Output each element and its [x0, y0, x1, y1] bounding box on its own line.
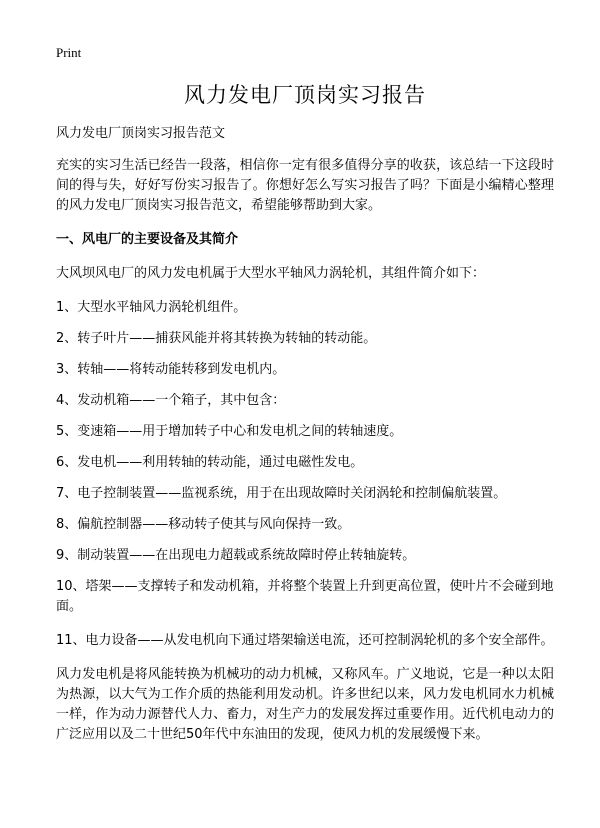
document-title: 风力发电厂顶岗实习报告 [184, 83, 426, 107]
list-item: 11、电力设备——从发电机向下通过塔架输送电流，还可控制涡轮机的多个安全部件。 [56, 633, 554, 648]
closing-paragraph: 风力发电机是将风能转换为机械功的动力机械，又称风车。广义地说，它是一种以太阳为热源，以大气为工作介质的热能利用发动机。许多世纪以来，风力发电机同水力机械一样，作为动力源替代人力、畜力，对生产力的发展发挥过重要作用。近代机电动力的广泛应用以及二十世纪50年代中东油田的发现，使风力机的发展缓慢下来。 [56, 667, 554, 742]
intro-paragraph: 充实的实习生活已经告一段落，相信你一定有很多值得分享的收获，该总结一下这段时间的得与失，好好写份实习报告了。你想好怎么写实习报告了吗？下面是小编精心整理的风力发电厂顶岗实习报告范文，希望能够帮助到大家。 [56, 158, 554, 213]
component-list [56, 298, 554, 651]
list-item: 10、塔架——支撑转子和发动机箱，并将整个装置上升到更高位置，使叶片不会碰到地面。 [56, 579, 554, 614]
document-subtitle: 风力发电厂顶岗实习报告范文 [56, 126, 226, 141]
list-item: 8、偏航控制器——移动转子使其与风向保持一致。 [56, 517, 351, 532]
list-item: 9、制动装置——在出现电力超载或系统故障时停止转轴旋转。 [56, 548, 416, 563]
list-item: 4、发动机箱——一个箱子，其中包含： [56, 393, 286, 408]
section-intro-paragraph: 大风坝风电厂的风力发电机属于大型水平轴风力涡轮机，其组件简介如下： [56, 266, 486, 281]
print-link[interactable]: Print [56, 45, 82, 60]
list-item: 6、发电机——利用转轴的转动能，通过电磁性发电。 [56, 455, 364, 470]
list-item: 1、大型水平轴风力涡轮机组件。 [56, 300, 247, 315]
list-item: 5、变速箱——用于增加转子中心和发电机之间的转轴速度。 [56, 424, 403, 439]
section-heading: 一、风电厂的主要设备及其简介 [56, 232, 239, 247]
list-item: 7、电子控制装置——监视系统，用于在出现故障时关闭涡轮和控制偏航装置。 [56, 486, 507, 501]
list-item: 3、转轴——将转动能转移到发电机内。 [56, 362, 286, 377]
list-item: 2、转子叶片——捕获风能并将其转换为转轴的转动能。 [56, 331, 377, 346]
